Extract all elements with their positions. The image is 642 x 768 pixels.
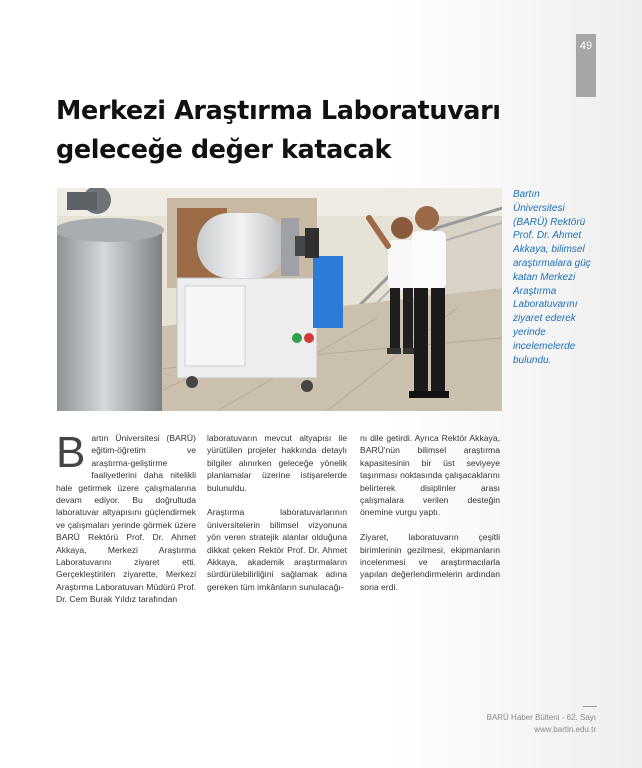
article-headline <box>56 92 526 170</box>
headline-line-2: geleceğe değer katacak <box>56 135 392 165</box>
page-number-tab <box>576 34 596 97</box>
article-column-2 <box>207 432 347 606</box>
article-paragraph <box>56 428 196 606</box>
lab-photo-illustration <box>57 188 502 411</box>
article-paragraph: laboratuvarın mevcut altyapısı ile yürütülen projeler hakkında detaylı bilgiler alınırken geleceğe yönelik planlamalar üzerine istişarelerde bulunuldu. <box>207 433 347 493</box>
photo-caption: Bartın Üniversitesi (BARÜ) Rektörü Prof. Dr. Ahmet Akkaya, bilimsel araştırmalara güç katan Merkezi Araştırma Laboratuvarını ziyaret ederek yerinde incelemelerde bulundu. <box>513 189 591 366</box>
article-column-1 <box>56 428 196 618</box>
drop-cap: B <box>56 428 86 477</box>
footer-publication: BARÜ Haber Bülteni - 62. Sayı <box>486 713 596 722</box>
article-paragraph-text: artın Üniversitesi (BARÜ) eğitim-öğretim ve araştırma-geliştirme faaliyetlerini daha nitelikli hale getirmek üzere çalışmalarına devam ediyor. Bu doğrultuda laboratuvar altyapısını güçlendirmek ve çalışmaları yerinde görmek üzere BARÜ Rektörü Prof. Dr. Ahmet Akkaya, Merkezi Araştırma Laboratuvarını ziyaret etti. Gerçekleştirilen ziyarette, Merkezi Araştırma Laboratuvarı Müdürü Prof. Dr. Cem Burak Yıldız tarafından <box>56 433 196 605</box>
page-footer <box>487 712 596 736</box>
footer-website-link[interactable]: www.bartin.edu.tr <box>534 725 596 734</box>
article-paragraph: Araştırma laboratuvarlarının üniversitelerin bilimsel vizyonuna yön veren stratejik alanlar olduğuna dikkat çeken Rektör Prof. Dr. Ahmet Akkaya, akademik araştırmaların sürdürülebilirliğini sağlamak adına gereken tüm imkânların sunulacağı- <box>207 507 347 592</box>
article-paragraph: Ziyaret, laboratuvarın çeşitli birimlerinin gezilmesi, ekipmanların incelenmesi ve araştırmacılarla yapılan değerlendirmelerin ardından sona erdi. <box>360 532 500 592</box>
article-paragraph: nı dile getirdi. Ayrıca Rektör Akkaya, BARÜ'nün bilimsel araştırma kapasitesinin bir üst seviyeye taşınması noktasında çalışacaklarını belirterek disiplinler arası çalışmalara verilen desteğin önemine vurgu yaptı. <box>360 433 500 518</box>
page-number: 49 <box>579 40 593 52</box>
lab-photo <box>57 188 502 411</box>
headline-line-1: Merkezi Araştırma Laboratuvarı <box>56 96 501 126</box>
footer-divider <box>583 706 597 707</box>
article-column-3 <box>360 432 500 606</box>
